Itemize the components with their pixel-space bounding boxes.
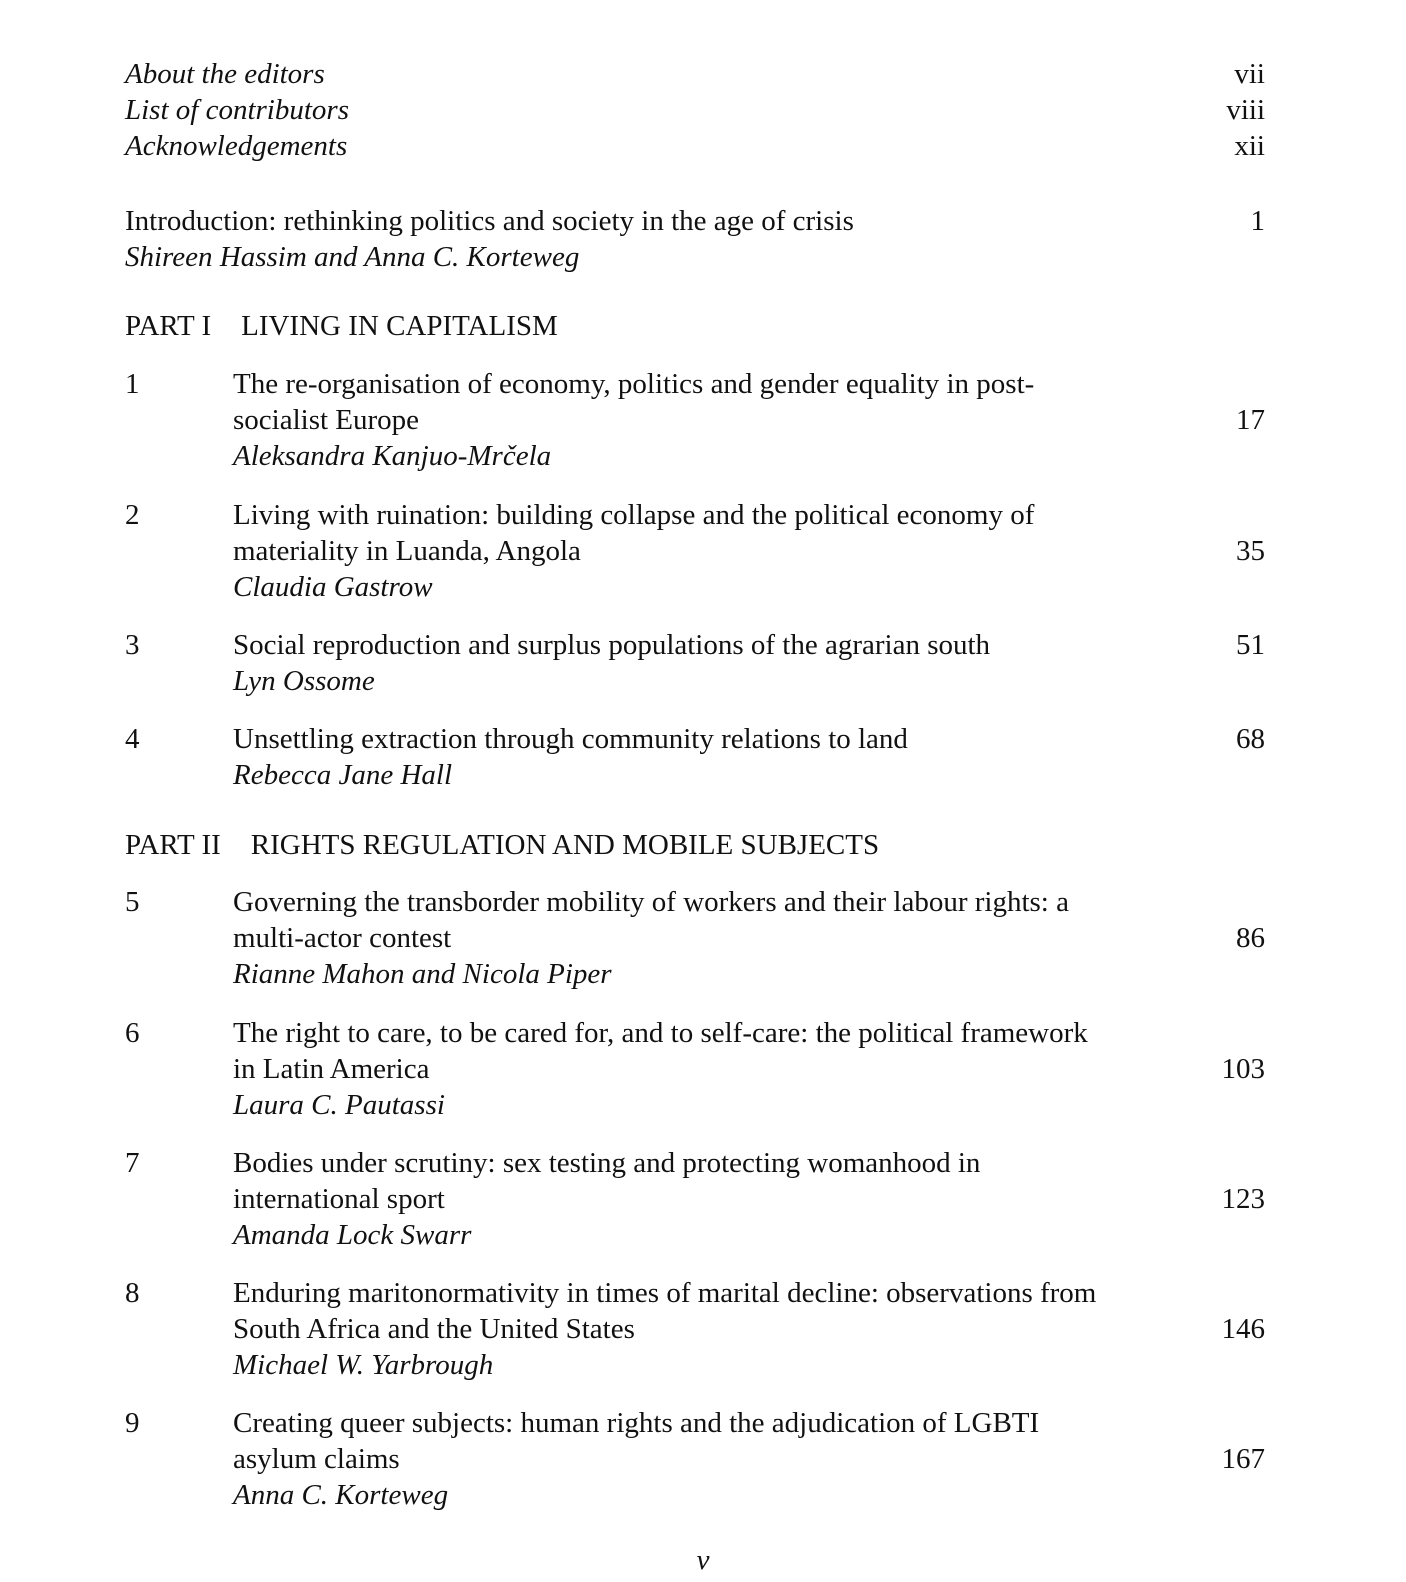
chapter-title-line: Creating queer subjects: human rights and the adjudication of LGBTI	[233, 1407, 1040, 1439]
chapter-number: 6	[125, 1017, 140, 1049]
chapter-number: 7	[125, 1147, 140, 1179]
toc-entry-acknowledgements[interactable]	[125, 128, 1265, 164]
part-heading	[125, 827, 1265, 863]
page-number: 51	[1236, 629, 1265, 661]
chapter-authors: Rianne Mahon and Nicola Piper	[233, 958, 612, 990]
page-number: 103	[1221, 1053, 1265, 1085]
chapter-title-line: South Africa and the United States 146	[233, 1313, 1265, 1345]
page-number: viii	[1226, 94, 1265, 126]
chapter-title-line: The re-organisation of economy, politics and gender equality in post-	[233, 368, 1035, 400]
page-number: 1	[1250, 205, 1265, 237]
toc-entry-chapter-6[interactable]	[233, 1015, 1265, 1123]
chapter-authors: Amanda Lock Swarr	[233, 1219, 472, 1251]
page-number: 17	[1236, 404, 1265, 436]
chapter-authors: Michael W. Yarbrough	[233, 1349, 494, 1381]
chapter-title-line: international sport 123	[233, 1183, 1265, 1215]
chapter-number: 4	[125, 723, 140, 755]
chapter-number: 8	[125, 1277, 140, 1309]
chapter-title-line: multi-actor contest 86	[233, 922, 1265, 954]
chapter-title-line: Bodies under scrutiny: sex testing and protecting womanhood in	[233, 1147, 981, 1179]
chapter-authors: Aleksandra Kanjuo-Mrčela	[233, 440, 552, 472]
page-number: 35	[1236, 535, 1265, 567]
toc-entry-contributors[interactable]	[125, 92, 1265, 128]
toc-entry-chapter-4[interactable]	[233, 721, 1265, 793]
chapter-number: 5	[125, 886, 140, 918]
part-title: LIVING IN CAPITALISM	[241, 310, 558, 342]
toc-entry-introduction[interactable]	[125, 203, 1265, 239]
part-number: PART I	[125, 310, 212, 342]
chapter-title-line: The right to care, to be cared for, and to self-care: the political framework	[233, 1017, 1088, 1049]
part-heading	[125, 308, 1265, 344]
page-number: 86	[1236, 922, 1265, 954]
page-folio: v	[696, 1544, 710, 1576]
chapter-number: 9	[125, 1407, 140, 1439]
page-number: 167	[1221, 1443, 1265, 1475]
toc-entry-chapter-1[interactable]	[233, 366, 1265, 474]
entry-title: About the editors	[125, 58, 325, 90]
chapter-title-line: asylum claims 167	[233, 1443, 1265, 1475]
chapter-title-line: Enduring maritonormativity in times of marital decline: observations from	[233, 1277, 1097, 1309]
chapter-number: 2	[125, 499, 140, 531]
page-number: xii	[1234, 130, 1265, 162]
toc-entry-chapter-2[interactable]	[233, 497, 1265, 605]
chapter-title-line: Governing the transborder mobility of workers and their labour rights: a	[233, 886, 1069, 918]
toc-entry-about-editors[interactable]	[125, 56, 1265, 92]
toc-entry-chapter-5[interactable]	[233, 884, 1265, 992]
chapter-title-line: materiality in Luanda, Angola 35	[233, 535, 1265, 567]
chapter-title-line: Unsettling extraction through community relations to land 68	[233, 723, 1265, 755]
chapter-authors: Anna C. Korteweg	[233, 1479, 449, 1511]
chapter-authors: Laura C. Pautassi	[233, 1089, 445, 1121]
chapter-authors: Claudia Gastrow	[233, 571, 433, 603]
toc-entry-chapter-3[interactable]	[233, 627, 1265, 699]
part-number: PART II	[125, 829, 221, 861]
chapter-authors: Lyn Ossome	[233, 665, 375, 697]
chapter-number: 1	[125, 368, 140, 400]
introduction-authors: Shireen Hassim and Anna C. Korteweg	[125, 241, 580, 273]
chapter-title-line: in Latin America 103	[233, 1053, 1265, 1085]
entry-title: Acknowledgements	[125, 130, 348, 162]
page-number: vii	[1234, 58, 1265, 90]
toc-entry-chapter-7[interactable]	[233, 1145, 1265, 1253]
page-number: 68	[1236, 723, 1265, 755]
chapter-authors: Rebecca Jane Hall	[233, 759, 453, 791]
chapter-title-line: Living with ruination: building collapse and the political economy of	[233, 499, 1035, 531]
entry-title: Introduction: rethinking politics and society in the age of crisis	[125, 205, 854, 237]
toc-entry-chapter-8[interactable]	[233, 1275, 1265, 1383]
chapter-title-line: Social reproduction and surplus populations of the agrarian south 51	[233, 629, 1265, 661]
part-title: RIGHTS REGULATION AND MOBILE SUBJECTS	[250, 829, 880, 861]
chapter-title-line: socialist Europe 17	[233, 404, 1265, 436]
entry-title: List of contributors	[125, 94, 349, 126]
chapter-number: 3	[125, 629, 140, 661]
toc-entry-chapter-9[interactable]	[233, 1405, 1265, 1513]
page-number: 123	[1221, 1183, 1265, 1215]
page-number: 146	[1221, 1313, 1265, 1345]
